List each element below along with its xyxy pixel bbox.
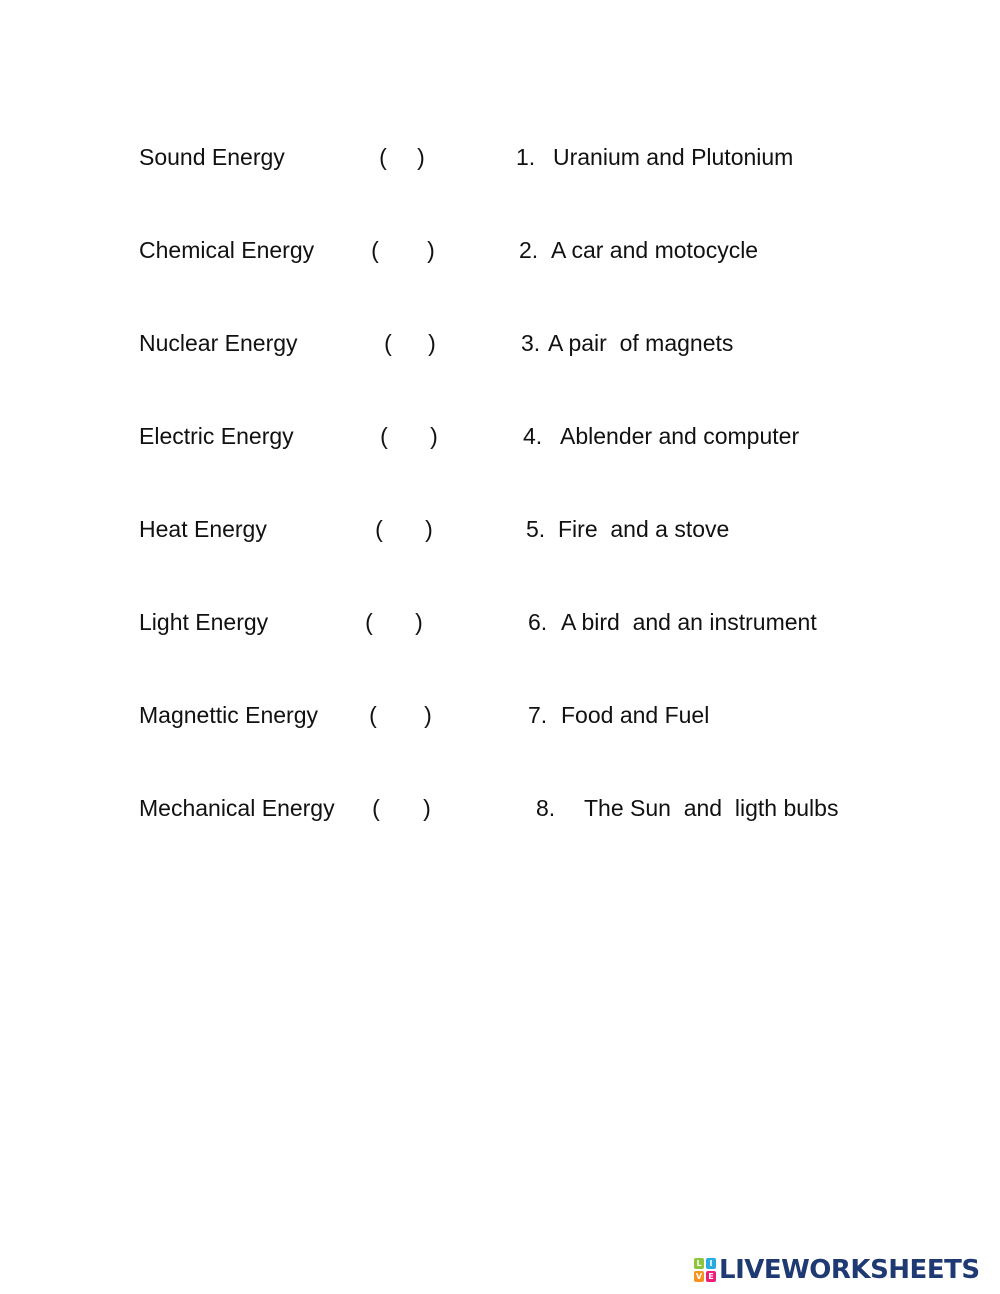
option-number: 8.	[536, 795, 556, 821]
paren-close: )	[423, 795, 431, 821]
energy-term: Chemical Energy	[139, 237, 315, 263]
matching-row-7	[0, 695, 1000, 735]
answer-input-6[interactable]	[378, 606, 412, 638]
option-text: Food and Fuel	[561, 702, 710, 728]
energy-term: Heat Energy	[139, 516, 267, 542]
energy-term: Magnettic Energy	[139, 702, 318, 728]
matching-row-2	[0, 230, 1000, 270]
option-text: A bird and an instrument	[561, 609, 817, 635]
liveworksheets-brand	[694, 1253, 980, 1287]
paren-open: (	[379, 144, 387, 170]
energy-term: Electric Energy	[139, 423, 294, 449]
answer-input-4[interactable]	[393, 420, 429, 452]
energy-term: Light Energy	[139, 609, 269, 635]
answer-input-5[interactable]	[388, 513, 424, 545]
option-number: 7.	[528, 702, 548, 728]
paren-close: )	[428, 330, 436, 356]
answer-input-7[interactable]	[382, 699, 422, 731]
paren-close: )	[415, 609, 423, 635]
answer-input-1[interactable]	[392, 141, 416, 173]
matching-row-8	[0, 788, 1000, 828]
matching-row-5	[0, 509, 1000, 549]
paren-open: (	[369, 702, 377, 728]
matching-row-4	[0, 416, 1000, 456]
energy-term: Mechanical Energy	[139, 795, 335, 821]
energy-term: Sound Energy	[139, 144, 285, 170]
paren-open: (	[371, 237, 379, 263]
option-text: Ablender and computer	[560, 423, 800, 449]
option-number: 5.	[526, 516, 546, 542]
logo-tile-l: L	[694, 1258, 704, 1269]
paren-open: (	[380, 423, 388, 449]
option-text: Uranium and Plutonium	[553, 144, 794, 170]
option-text: A pair of magnets	[548, 330, 734, 356]
paren-open: (	[365, 609, 373, 635]
option-number: 1.	[516, 144, 536, 170]
brand-name: LIVEWORKSHEETS	[719, 1255, 980, 1285]
paren-close: )	[417, 144, 425, 170]
option-number: 6.	[528, 609, 548, 635]
option-text: Fire and a stove	[558, 516, 730, 542]
logo-tile-i: I	[706, 1258, 716, 1269]
paren-open: (	[375, 516, 383, 542]
logo-tile-e: E	[706, 1271, 716, 1282]
answer-input-3[interactable]	[397, 327, 425, 359]
option-number: 3.	[521, 330, 541, 356]
liveworksheets-logo-icon	[694, 1258, 716, 1282]
answer-input-8[interactable]	[385, 792, 421, 824]
paren-open: (	[372, 795, 380, 821]
answer-input-2[interactable]	[384, 234, 422, 266]
paren-close: )	[430, 423, 438, 449]
paren-close: )	[427, 237, 435, 263]
paren-close: )	[424, 702, 432, 728]
matching-row-6	[0, 602, 1000, 642]
option-number: 2.	[519, 237, 539, 263]
paren-close: )	[425, 516, 433, 542]
logo-tile-v: V	[695, 1272, 703, 1281]
option-text: A car and motocycle	[551, 237, 759, 263]
paren-open: (	[384, 330, 392, 356]
option-text: The Sun and ligth bulbs	[584, 795, 839, 821]
matching-row-3	[0, 323, 1000, 363]
energy-term: Nuclear Energy	[139, 330, 298, 356]
matching-row-1	[0, 137, 1000, 177]
option-number: 4.	[523, 423, 543, 449]
